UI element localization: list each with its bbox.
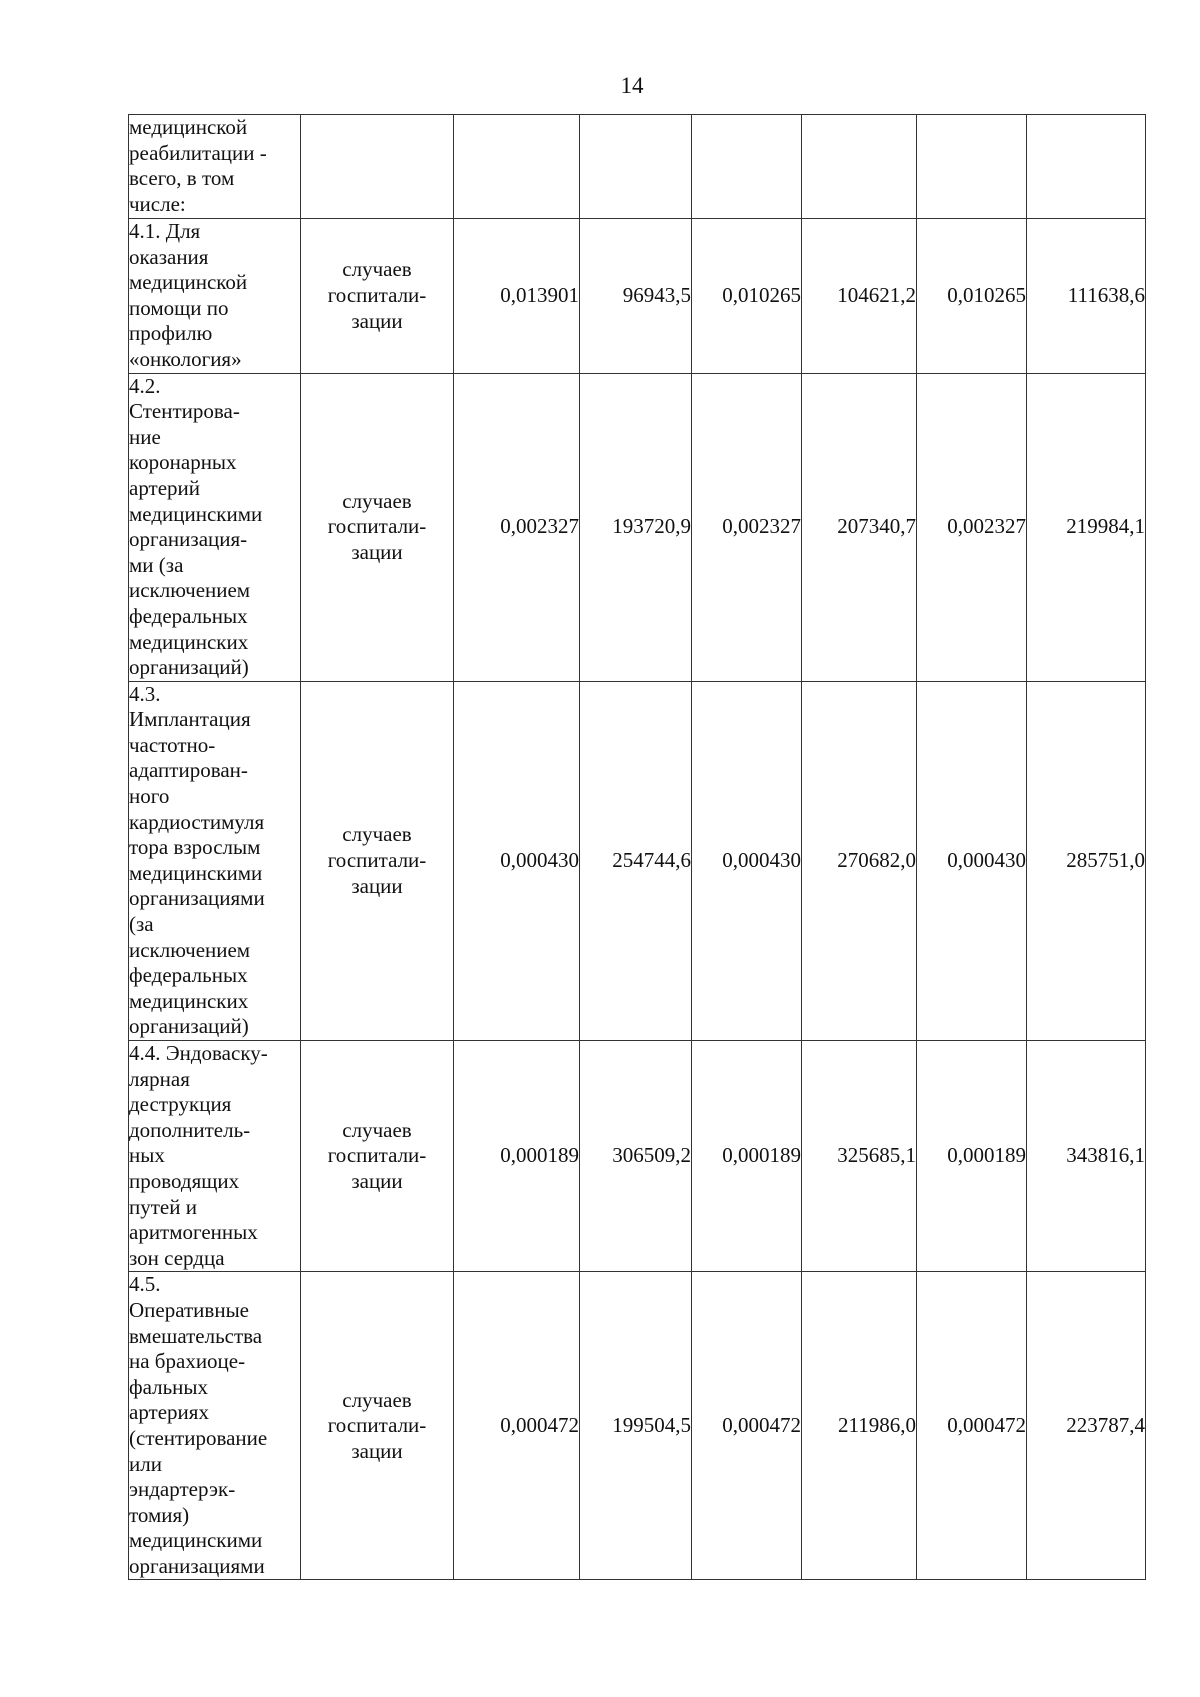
row-name-line: федеральных	[129, 603, 248, 628]
value-cell: 0,010265	[917, 219, 1027, 374]
row-name-line: 4.2.	[129, 373, 161, 398]
row-name-line: Имплантация	[129, 707, 251, 732]
row-name-line: артериях	[129, 1400, 209, 1425]
row-name-line: оказания	[129, 244, 209, 269]
row-name-line: медицинских	[129, 629, 249, 654]
row-name-line: профилю	[129, 321, 213, 346]
unit-label: случаев госпитали- зации	[327, 488, 427, 564]
page-number: 14	[620, 73, 644, 98]
row-name-line: зон сердца	[129, 1245, 225, 1270]
value-cell: 0,000472	[454, 1272, 580, 1580]
row-name-cell	[129, 373, 301, 681]
value-cell	[454, 115, 580, 219]
row-name-line: организаций)	[129, 1014, 249, 1039]
row-name-line: лярная	[129, 1066, 190, 1091]
value-cell: 0,002327	[917, 373, 1027, 681]
row-name-line: ние	[129, 424, 161, 449]
row-name-line: исключением	[129, 937, 251, 962]
row-name-cell	[129, 219, 301, 374]
value-cell	[802, 115, 917, 219]
value-cell: 0,013901	[454, 219, 580, 374]
row-name-line: аритмогенных	[129, 1220, 258, 1245]
row-name-line: медицинской	[129, 115, 248, 139]
value-cell: 0,002327	[692, 373, 802, 681]
value-cell	[580, 115, 692, 219]
value-cell: 306509,2	[580, 1041, 692, 1272]
row-name-line: деструкция	[129, 1092, 232, 1117]
row-name-line: организация-	[129, 527, 248, 552]
value-cell: 111638,6	[1027, 219, 1146, 374]
row-name-line: томия)	[129, 1502, 190, 1527]
row-name-line: 4.3.	[129, 681, 161, 706]
row-name-line: всего, в том	[129, 166, 235, 191]
value-cell: 0,000189	[692, 1041, 802, 1272]
row-name-line: «онкология»	[129, 346, 242, 371]
value-cell: 207340,7	[802, 373, 917, 681]
tariff-table	[128, 114, 1146, 1580]
unit-label: случаев госпитали- зации	[327, 1117, 427, 1193]
row-name-line: Оперативные	[129, 1297, 250, 1322]
table-row	[129, 115, 1146, 219]
unit-cell	[301, 219, 454, 374]
value-cell: 0,000472	[692, 1272, 802, 1580]
row-name-line: (стентирование	[129, 1425, 268, 1450]
unit-cell	[301, 681, 454, 1040]
row-name-line: медицинскими	[129, 501, 263, 526]
row-name-line: тора взрослым	[129, 835, 261, 860]
row-name-line: помощи по	[129, 295, 229, 320]
value-cell: 270682,0	[802, 681, 917, 1040]
unit-cell	[301, 1041, 454, 1272]
row-name-cell	[129, 1272, 301, 1580]
table-row	[129, 1041, 1146, 1272]
value-cell: 254744,6	[580, 681, 692, 1040]
unit-cell	[301, 373, 454, 681]
row-name-line: проводящих	[129, 1168, 240, 1193]
row-name-line: дополнитель-	[129, 1117, 251, 1142]
row-name-line: ного	[129, 784, 170, 809]
row-name-line: числе:	[129, 191, 186, 216]
unit-cell	[301, 115, 454, 219]
value-cell: 0,000472	[917, 1272, 1027, 1580]
value-cell	[692, 115, 802, 219]
row-name-line: частотно-	[129, 732, 216, 757]
value-cell: 0,010265	[692, 219, 802, 374]
row-name-line: или	[129, 1451, 162, 1476]
row-name-line: фальных	[129, 1374, 209, 1399]
value-cell: 211986,0	[802, 1272, 917, 1580]
value-cell: 96943,5	[580, 219, 692, 374]
row-name-line: организациями	[129, 886, 265, 911]
table-row	[129, 373, 1146, 681]
value-cell: 0,000430	[917, 681, 1027, 1040]
row-name-line: кардиостимуля	[129, 809, 265, 834]
row-name-line: ных	[129, 1143, 165, 1168]
value-cell	[1027, 115, 1146, 219]
row-name-line: 4.1. Для	[129, 219, 201, 243]
row-name-cell	[129, 115, 301, 219]
row-name-line: (за	[129, 912, 154, 937]
table-row	[129, 681, 1146, 1040]
value-cell: 325685,1	[802, 1041, 917, 1272]
row-name-line: 4.4. Эндоваску-	[129, 1041, 268, 1065]
row-name-line: организаций)	[129, 655, 249, 680]
row-name-line: коронарных	[129, 450, 237, 475]
value-cell	[917, 115, 1027, 219]
value-cell: 343816,1	[1027, 1041, 1146, 1272]
value-cell: 193720,9	[580, 373, 692, 681]
row-name-line: медицинской	[129, 270, 248, 295]
row-name-line: адаптирован-	[129, 758, 248, 783]
value-cell: 285751,0	[1027, 681, 1146, 1040]
table-row	[129, 1272, 1146, 1580]
unit-cell	[301, 1272, 454, 1580]
row-name-line: 4.5.	[129, 1272, 161, 1297]
value-cell: 223787,4	[1027, 1272, 1146, 1580]
row-name-line: эндартерэк-	[129, 1477, 236, 1502]
row-name-cell	[129, 681, 301, 1040]
table-row	[129, 219, 1146, 374]
row-name-line: медицинских	[129, 988, 249, 1013]
value-cell: 199504,5	[580, 1272, 692, 1580]
row-name-line: реабилитации -	[129, 140, 267, 165]
value-cell: 0,000430	[692, 681, 802, 1040]
row-name-line: организациями	[129, 1553, 265, 1578]
row-name-line: вмешательства	[129, 1323, 263, 1348]
unit-label: случаев госпитали- зации	[327, 822, 427, 898]
value-cell: 0,000189	[917, 1041, 1027, 1272]
row-name-line: медицинскими	[129, 1528, 263, 1553]
value-cell: 0,002327	[454, 373, 580, 681]
row-name-line: исключением	[129, 578, 251, 603]
row-name-line: Стентирова-	[129, 399, 240, 424]
row-name-line: медицинскими	[129, 860, 263, 885]
row-name-line: путей и	[129, 1194, 197, 1219]
row-name-cell	[129, 1041, 301, 1272]
row-name-line: ми (за	[129, 552, 184, 577]
table-body	[129, 115, 1146, 1580]
value-cell: 219984,1	[1027, 373, 1146, 681]
value-cell: 0,000189	[454, 1041, 580, 1272]
row-name-line: федеральных	[129, 963, 248, 988]
value-cell: 0,000430	[454, 681, 580, 1040]
row-name-line: на брахиоце-	[129, 1349, 246, 1374]
unit-label: случаев госпитали- зации	[327, 1387, 427, 1463]
value-cell: 104621,2	[802, 219, 917, 374]
unit-label: случаев госпитали- зации	[327, 257, 427, 333]
row-name-line: артерий	[129, 475, 201, 500]
